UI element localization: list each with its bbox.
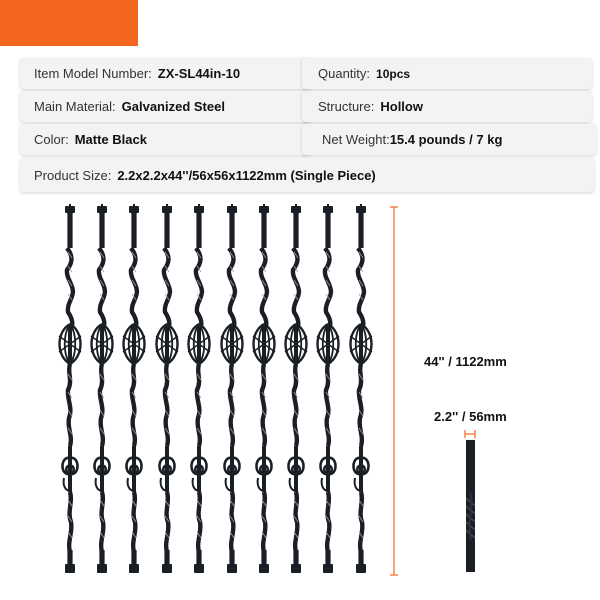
spec-value: Matte Black <box>74 132 147 147</box>
baluster-8 <box>285 204 307 573</box>
baluster-7 <box>253 204 275 573</box>
baluster-4 <box>156 204 178 573</box>
baluster-6 <box>221 204 243 573</box>
width-dimension-label: 2.2'' / 56mm <box>434 409 507 424</box>
spec-value: Hollow <box>380 99 423 114</box>
baluster-1 <box>59 204 81 573</box>
spec-label: Main Material: <box>34 99 116 114</box>
spec-value: 10pcs <box>376 66 411 81</box>
spec-label: Structure: <box>318 99 375 114</box>
spec-label: Net Weight: <box>322 132 390 147</box>
single-baluster-detail <box>466 440 475 572</box>
baluster-9 <box>317 204 339 573</box>
baluster-3 <box>123 204 145 573</box>
spec-value: 2.2x2.2x44''/56x56x1122mm (Single Piece) <box>117 167 376 183</box>
length-dimension-line <box>390 207 398 575</box>
width-dimension-marker <box>465 430 475 438</box>
length-dimension-label: 44'' / 1122mm <box>424 354 507 369</box>
spec-value: Galvanized Steel <box>121 99 225 114</box>
spec-value: ZX-SL44in-10 <box>157 66 241 81</box>
baluster-2 <box>91 204 113 573</box>
spec-label: Quantity: <box>318 66 371 81</box>
spec-label: Color: <box>34 132 69 147</box>
baluster-5 <box>188 204 210 573</box>
spec-label: Product Size: <box>34 167 112 183</box>
spec-value: 15.4 pounds / 7 kg <box>389 132 503 147</box>
spec-label: Item Model Number: <box>34 66 152 81</box>
baluster-10 <box>350 204 372 573</box>
